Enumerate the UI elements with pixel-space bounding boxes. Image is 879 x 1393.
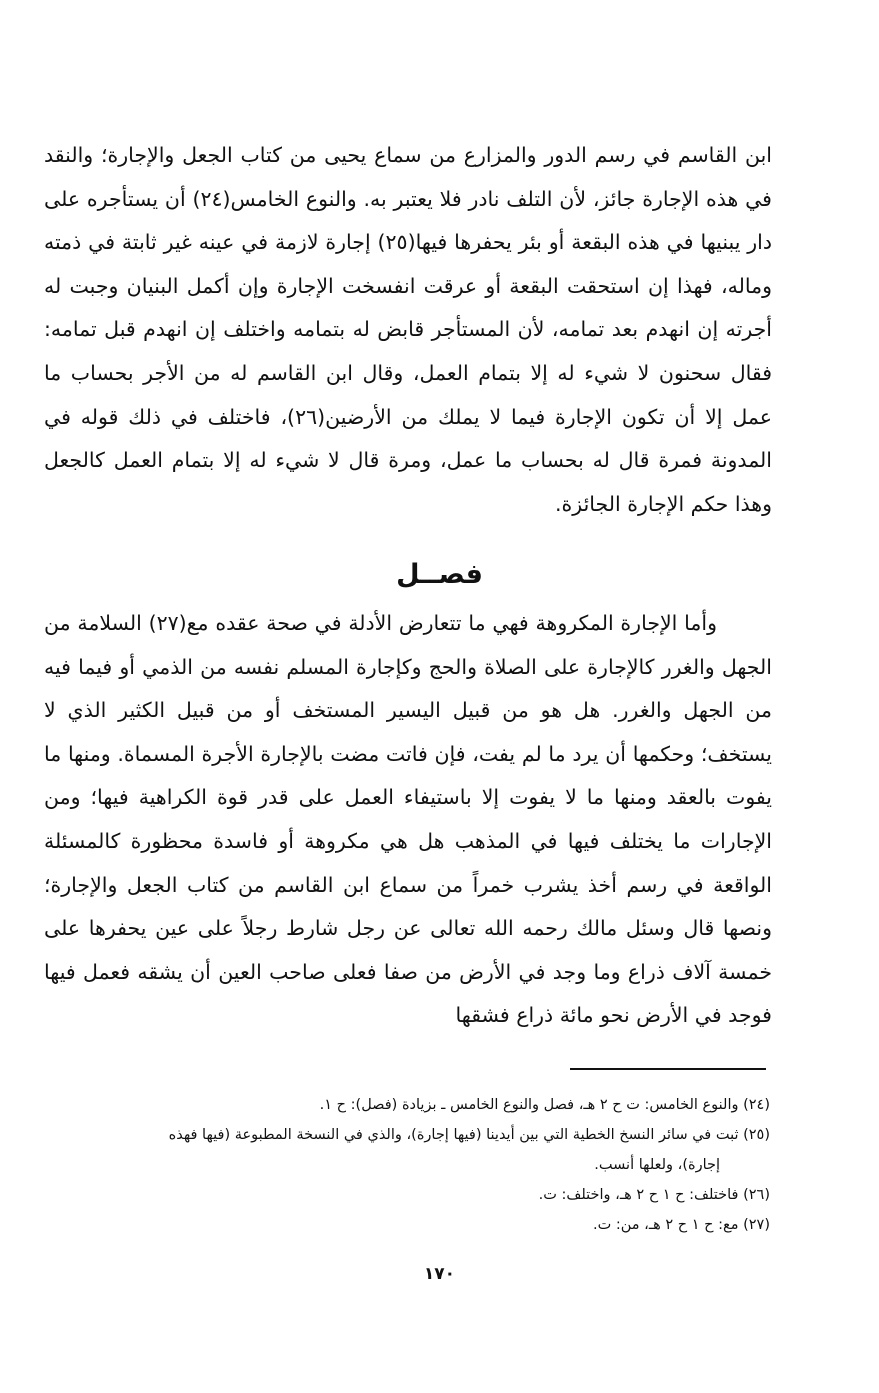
footnotes	[44, 1090, 770, 1240]
main-text-block	[44, 134, 772, 526]
footnote-24: (٢٤) والنوع الخامس: ت ح ٢ هـ، فصل والنوع الخامس ـ بزيادة (فصل): ح ١.	[319, 1097, 770, 1113]
footnote-25: (٢٥) ثبت في سائر النسخ الخطية التي بين أيدينا (فيها إجارة)، والذي في النسخة المطبوعة (فيها فهذه	[168, 1127, 770, 1143]
footnote-26: (٢٦) فاختلف: ح ١ ح ٢ هـ، واختلف: ت.	[538, 1187, 770, 1203]
section-heading: فصــل	[396, 559, 483, 590]
first-paragraph: ابن القاسم في رسم الدور والمزارع من سماع يحيى من كتاب الجعل والإجارة؛ والنقد في هذه الإجارة جائز، لأن التلف نادر فلا يعتبر به. والنوع الخامس(٢٤) أن يستأجره على دار يبنيها في هذه البقعة أو بئر يحفرها فيها(٢٥) إجارة لازمة في عينه غير ثابتة في ذمته وماله، فهذا إن استحقت البقعة أو عرقت انفسخت الإجارة وإن أكمل البنيان وجبت له أجرته إن انهدم بعد تمامه، لأن المستأجر قابض له بتمامه واختلف إن انهدم قبل تمامه: فقال سحنون لا شيء له إلا بتمام العمل، وقال ابن القاسم له من الأجر بحساب ما عمل إلا أن تكون الإجارة فيما لا يملك من الأرضين(٢٦)، فاختلف في ذلك قوله في المدونة فمرة قال له بحساب ما عمل، ومرة قال لا شيء له إلا بتمام العمل كالجعل وهذا حكم الإجارة الجائزة.	[44, 143, 773, 516]
second-text-block	[44, 602, 772, 1038]
footnote-27: (٢٧) مع: ح ١ ح ٢ هـ، من: ت.	[593, 1217, 770, 1233]
second-paragraph: وأما الإجارة المكروهة فهي ما تتعارض الأدلة في صحة عقده مع(٢٧) السلامة من الجهل والغرر كالإجارة على الصلاة والحج وكإجارة المسلم نفسه من الذمي أو فيما فيه من الجهل والغرر. هل هو من قبيل اليسير المستخف أو من قبيل الكثير الذي لا يستخف؛ وحكمها أن يرد ما لم يفت، فإن فاتت مضت بالإجارة الأجرة المسماة. ومنها ما يفوت بالعقد ومنها ما لا يفوت إلا باستيفاء العمل على قدر قوة الكراهية فيها؛ ومن الإجارات ما يختلف فيها في المذهب هل هي مكروهة أو فاسدة محظورة كالمسئلة الواقعة في رسم أخذ يشرب خمراً من سماع ابن القاسم من كتاب الجعل والإجارة؛ ونصها قال وسئل مالك رحمه الله تعالى عن رجل شارط رجلاً على عين يحفرها على خمسة آلاف ذراع وما وجد في الأرض من صفا فعلى صاحب العين أن يشقه فعمل فيها فوجد في الأرض نحو مائة ذراع فشقها	[44, 611, 772, 1028]
page-number: ١٧٠	[423, 1264, 456, 1284]
footnote-divider	[570, 1068, 766, 1070]
footnote-25-continuation: إجارة)، ولعلها أنسب.	[594, 1157, 720, 1173]
